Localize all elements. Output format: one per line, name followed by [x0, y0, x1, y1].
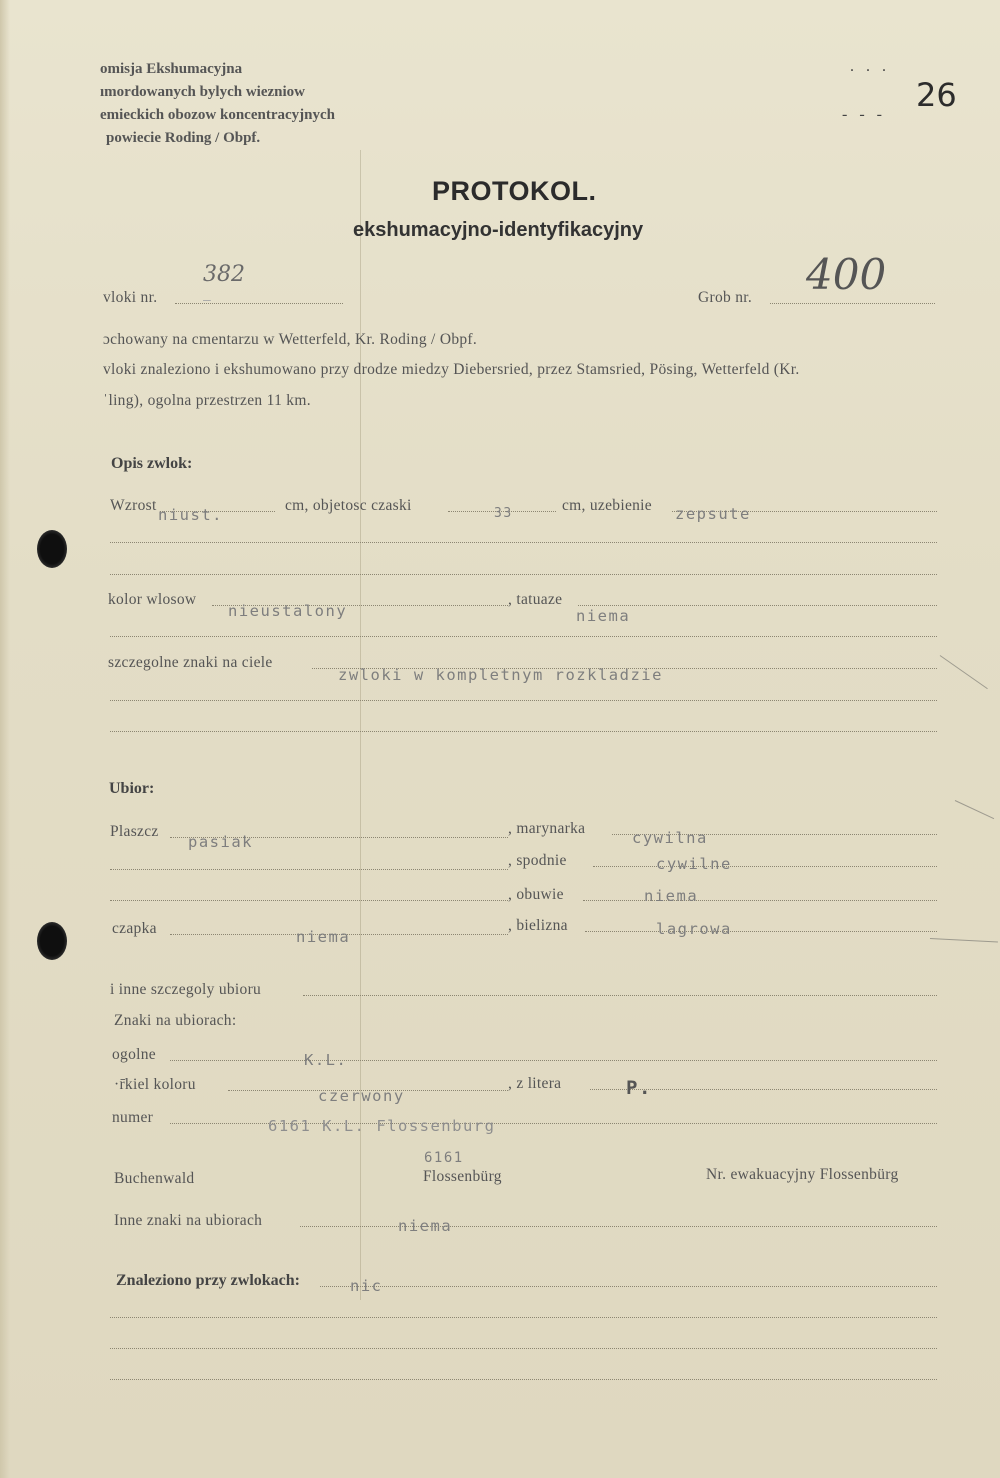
paper-scratch — [930, 938, 998, 943]
triangle-color-label: ·r̄kiel koloru — [114, 1076, 196, 1093]
general-marks-value: K.L. — [304, 1051, 348, 1069]
top-right-dots: . . . — [850, 58, 890, 75]
height-label: Wzrost — [110, 497, 157, 514]
hair-color-label: kolor wlosow — [108, 591, 197, 608]
trousers-value: cywilne — [656, 855, 732, 873]
marks-blank-line-2 — [110, 731, 937, 732]
trousers-line — [593, 866, 937, 867]
coat-value: pasiak — [188, 833, 253, 851]
other-marks-line — [300, 1226, 937, 1227]
hair-blank-line — [110, 636, 937, 637]
header-line-1: omisja Ekshumacyjna — [100, 61, 243, 77]
tattoo-value: niema — [576, 607, 631, 625]
cap-label: czapka — [112, 920, 157, 937]
hair-color-value: nieustalony — [228, 602, 348, 620]
grave-number-label: Grob nr. — [698, 289, 753, 306]
jacket-value: cywilna — [632, 829, 708, 847]
punch-hole-bottom — [37, 922, 67, 960]
header-line-3: emieckich obozow koncentracyjnych — [100, 107, 335, 123]
cap-value: niema — [296, 928, 351, 946]
special-marks-label: szczegolne znaki na ciele — [108, 654, 273, 671]
found-items-value: nic — [350, 1277, 383, 1295]
teeth-value: zepsute — [675, 505, 751, 523]
skull-value: 33 — [494, 506, 513, 521]
buchenwald-label: Buchenwald — [114, 1170, 195, 1187]
flossenburg-label: Flossenbürg — [423, 1168, 502, 1185]
header-line-2: ımordowanych bylych wiezniow — [100, 84, 306, 100]
page-number: 26 — [916, 76, 957, 114]
other-clothing-line — [303, 995, 937, 996]
tattoo-label: , tatuaze — [508, 591, 563, 608]
paper-scratch — [955, 800, 994, 819]
grave-number-line — [770, 303, 935, 304]
shoes-value: niema — [644, 887, 699, 905]
evacuation-number-label: Nr. ewakuacyjny Flossenbürg — [706, 1166, 899, 1183]
special-marks-value: zwloki w kompletnym rozkladzie — [338, 666, 663, 684]
marks-blank-line-1 — [110, 700, 937, 701]
top-right-dashes: - - - — [842, 106, 886, 123]
coat-label: Plaszcz — [110, 823, 159, 840]
coat-blank-line — [110, 869, 508, 870]
found-blank-line-2 — [110, 1348, 937, 1349]
other-clothing-label: i inne szczegoly ubioru — [110, 981, 262, 998]
trousers-label: , spodnie — [508, 852, 567, 869]
other-marks-value: niema — [398, 1217, 453, 1235]
triangle-color-value: czerwony — [318, 1087, 405, 1105]
general-marks-line — [170, 1060, 937, 1061]
jacket-label: , marynarka — [508, 820, 586, 837]
burial-line-2: vloki znaleziono i ekshumowano przy drodze miedzy Diebersried, przez Stamsried, Pösing, Wetterfeld (Kr. — [103, 361, 800, 378]
shoes-label: , obuwie — [508, 886, 564, 903]
tattoo-line — [578, 605, 937, 606]
found-blank-line-3 — [110, 1379, 937, 1380]
number-value: 6161 K.L. Flossenburg — [268, 1117, 496, 1135]
clothing-marks-heading: Znaki na ubiorach: — [114, 1012, 237, 1029]
body-blank-line-2 — [110, 574, 937, 575]
teeth-label: cm, uzebienie — [562, 497, 652, 514]
general-marks-label: ogolne — [112, 1046, 156, 1063]
burial-line-1: ɔchowany na cmentarzu w Wetterfeld, Kr. Roding / Obpf. — [103, 331, 478, 348]
underwear-label: , bielizna — [508, 917, 568, 934]
body-description-heading: Opis zwlok: — [111, 455, 193, 472]
letter-value: P. — [626, 1077, 652, 1099]
letter-label: , z litera — [508, 1075, 562, 1092]
underwear-value: lagrowa — [656, 920, 732, 938]
paper-scratch — [940, 655, 988, 689]
found-items-line — [320, 1286, 937, 1287]
shoes-line — [583, 900, 937, 901]
document-title: PROTOKOL. — [432, 176, 597, 206]
paper-edge-shadow — [0, 0, 10, 1478]
grave-number-value: 400 — [806, 250, 887, 299]
underwear-line — [585, 931, 937, 932]
other-marks-label: Inne znaki na ubiorach — [114, 1212, 263, 1229]
corpse-number-line — [175, 303, 343, 304]
corpse-number-value: 382 — [203, 262, 245, 287]
found-items-label: Znaleziono przy zwlokach: — [116, 1272, 300, 1289]
body-blank-line-1 — [110, 542, 937, 543]
corpse-number-label: vloki nr. — [103, 289, 158, 306]
document-subtitle: ekshumacyjno-identyfikacyjny — [353, 219, 644, 241]
header-line-4: powiecie Roding / Obpf. — [106, 130, 261, 146]
burial-line-3: ˈling), ogolna przestrzen 11 km. — [103, 392, 311, 409]
found-blank-line-1 — [110, 1317, 937, 1318]
skull-label: cm, objetosc czaski — [285, 497, 412, 514]
protocol-document: omisja Ekshumacyjna ımordowanych bylych wiezniow emieckich obozow koncentracyjnych powiecie Roding / Obpf. . . . - - - 26 PROTOKOL. ekshumacyjno-identyfikacyjny vloki nr. 382 — Grob nr. 400 ɔchowany na cmentarzu w Wetterfeld, Kr. Roding / Obpf. vloki znaleziono i ekshumowano przy drodze miedzy Diebersried, przez Stamsried, Pösing, Wetterfeld (Kr. ˈling), ogolna przestrzen 11 km. Opis zwlok: Wzrost niust. cm, objetosc czaski 33 cm, uzebienie zepsute kolor wlosow nieustalony , tatuaze niema szczegolne znaki na ciele zwloki w kompletnym rozkladzie Ubior: Plaszcz pasiak , marynarka cywilna , spodnie cywilne , obuwie niema czapka niema , bielizna lagrowa i inne szczegoly ubioru Znaki na ubiorach: ogolne K.L. ·r̄kiel koloru czerwony , z litera P. numer 6161 K.L. Flossenburg Buchenwald 6161 Flossenbürg Nr. ewakuacyjny Flossenbürg Inne znaki na ubiorach niema Znaleziono przy zwlokach: nic — [0, 0, 1000, 1478]
flossenburg-number-value: 6161 — [424, 1150, 464, 1166]
clothing-heading: Ubior: — [109, 780, 155, 797]
number-label: numer — [112, 1109, 154, 1126]
punch-hole-top — [37, 530, 67, 568]
shoes-left-blank-line — [110, 900, 508, 901]
height-value: niust. — [158, 506, 223, 524]
